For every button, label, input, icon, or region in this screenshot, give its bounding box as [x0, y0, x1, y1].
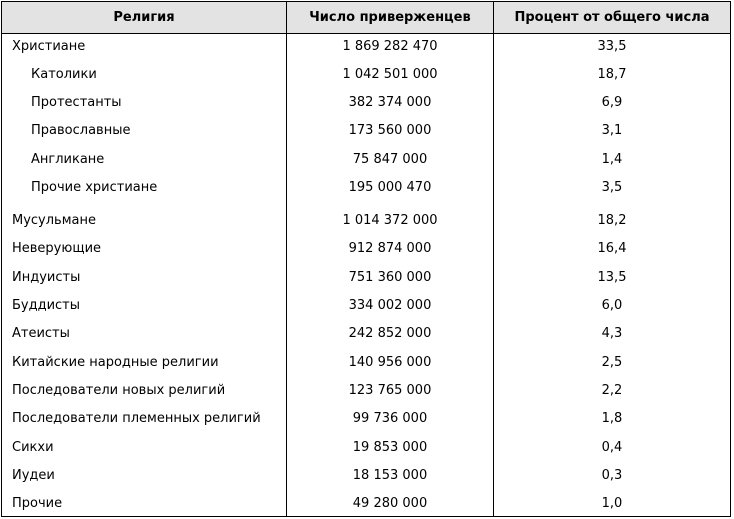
followers-count: 49 280 000 — [352, 496, 428, 511]
table-row — [2, 349, 730, 377]
religion-name: Католики — [31, 67, 97, 82]
table-row — [2, 89, 730, 117]
followers-count: 1 042 501 000 — [342, 67, 438, 82]
table-row — [2, 235, 730, 263]
percent-value: 13,5 — [597, 270, 627, 285]
percent-value: 2,5 — [601, 355, 623, 370]
header-religion: Религия — [113, 10, 175, 25]
religion-name: Буддисты — [12, 298, 81, 313]
table-row — [2, 490, 730, 518]
religion-name: Последователи новых религий — [12, 383, 226, 398]
header-percent: Процент от общего числа — [514, 10, 710, 25]
table-header — [2, 2, 730, 34]
percent-value: 4,3 — [601, 326, 623, 341]
table-row — [2, 61, 730, 89]
religion-name: Христиане — [12, 39, 86, 54]
religion-name: Протестанты — [31, 95, 122, 110]
table-row — [2, 264, 730, 292]
percent-value: 1,0 — [601, 496, 623, 511]
followers-count: 18 153 000 — [352, 468, 428, 483]
table-row — [2, 434, 730, 462]
table-row — [2, 33, 730, 61]
followers-count: 123 765 000 — [348, 383, 432, 398]
religion-name: Мусульмане — [12, 213, 96, 228]
table-row — [2, 462, 730, 490]
percent-value: 6,0 — [601, 298, 623, 313]
followers-count: 751 360 000 — [348, 270, 432, 285]
religion-name: Атеисты — [12, 326, 70, 341]
followers-count: 140 956 000 — [348, 355, 432, 370]
followers-count: 1 869 282 470 — [342, 39, 438, 54]
religion-name: Прочие — [12, 496, 63, 511]
followers-count: 99 736 000 — [352, 411, 428, 426]
followers-count: 195 000 470 — [348, 180, 432, 195]
percent-value: 6,9 — [601, 95, 623, 110]
percent-value: 2,2 — [601, 383, 623, 398]
followers-count: 75 847 000 — [352, 152, 428, 167]
percent-value: 1,8 — [601, 411, 623, 426]
followers-count: 334 002 000 — [348, 298, 432, 313]
table-row — [2, 174, 730, 202]
religion-name: Последователи племенных религий — [12, 411, 261, 426]
followers-count: 19 853 000 — [352, 440, 428, 455]
percent-value: 3,1 — [601, 123, 623, 138]
followers-count: 173 560 000 — [348, 123, 432, 138]
table-row — [2, 377, 730, 405]
religion-table — [1, 1, 731, 517]
religion-name: Китайские народные религии — [12, 355, 219, 370]
table-row — [2, 292, 730, 320]
religion-name: Прочие христиане — [31, 180, 158, 195]
table-row — [2, 405, 730, 433]
percent-value: 33,5 — [597, 39, 627, 54]
header-followers: Число приверженцев — [309, 10, 471, 25]
followers-count: 1 014 372 000 — [342, 213, 438, 228]
followers-count: 242 852 000 — [348, 326, 432, 341]
table-row — [2, 146, 730, 174]
percent-value: 0,4 — [601, 440, 623, 455]
religion-name: Сикхи — [12, 440, 54, 455]
percent-value: 1,4 — [601, 152, 623, 167]
table-row — [2, 320, 730, 348]
percent-value: 18,7 — [597, 67, 627, 82]
religion-name: Индуисты — [12, 270, 81, 285]
percent-value: 3,5 — [601, 180, 623, 195]
religion-name: Неверующие — [12, 241, 102, 256]
religion-name: Православные — [31, 123, 131, 138]
followers-count: 912 874 000 — [348, 241, 432, 256]
percent-value: 16,4 — [597, 241, 627, 256]
percent-value: 0,3 — [601, 468, 623, 483]
percent-value: 18,2 — [597, 213, 627, 228]
table-row — [2, 117, 730, 145]
religion-name: Иудеи — [12, 468, 55, 483]
religion-name: Англикане — [31, 152, 105, 167]
followers-count: 382 374 000 — [348, 95, 432, 110]
table-row — [2, 207, 730, 235]
